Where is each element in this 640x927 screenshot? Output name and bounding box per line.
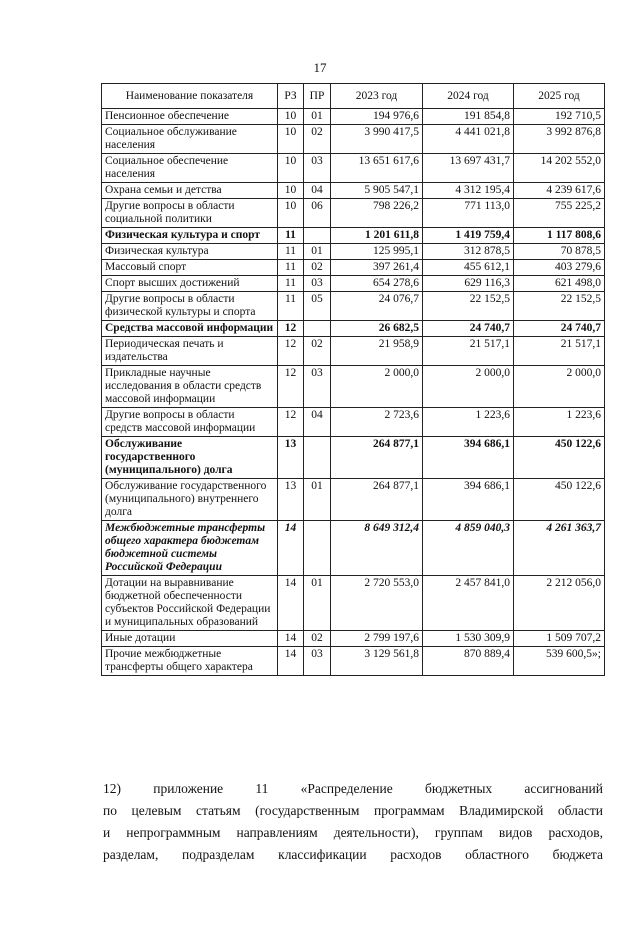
row-rz: 12 xyxy=(278,337,304,366)
row-pr: 06 xyxy=(304,199,331,228)
row-value-2024: 13 697 431,7 xyxy=(423,154,514,183)
row-value-2023: 654 278,6 xyxy=(331,276,423,292)
row-pr: 03 xyxy=(304,154,331,183)
row-name: Прикладные научные исследования в области средств массовой информации xyxy=(102,366,278,408)
row-pr: 04 xyxy=(304,183,331,199)
row-rz: 11 xyxy=(278,260,304,276)
row-rz: 14 xyxy=(278,647,304,676)
table-row xyxy=(102,479,605,521)
row-name: Дотации на выравнивание бюджетной обеспеченности субъектов Российской Федерации и муниципальных образований xyxy=(102,576,278,631)
row-value-2024: 2 457 841,0 xyxy=(423,576,514,631)
row-pr: 02 xyxy=(304,125,331,154)
row-rz: 11 xyxy=(278,228,304,244)
row-pr: 01 xyxy=(304,576,331,631)
row-rz: 12 xyxy=(278,408,304,437)
row-value-2023: 264 877,1 xyxy=(331,479,423,521)
row-value-2025: 755 225,2 xyxy=(514,199,605,228)
table-row xyxy=(102,199,605,228)
row-value-2024: 394 686,1 xyxy=(423,437,514,479)
row-rz: 12 xyxy=(278,321,304,337)
table-row xyxy=(102,183,605,199)
row-value-2025: 192 710,5 xyxy=(514,109,605,125)
row-value-2023: 24 076,7 xyxy=(331,292,423,321)
table-row xyxy=(102,228,605,244)
row-pr: 03 xyxy=(304,647,331,676)
row-value-2023: 5 905 547,1 xyxy=(331,183,423,199)
row-value-2024: 394 686,1 xyxy=(423,479,514,521)
row-name: Физическая культура и спорт xyxy=(102,228,278,244)
row-rz: 10 xyxy=(278,125,304,154)
row-rz: 10 xyxy=(278,154,304,183)
table-row xyxy=(102,437,605,479)
row-value-2025: 1 117 808,6 xyxy=(514,228,605,244)
header-2024: 2024 год xyxy=(423,84,514,109)
row-name: Физическая культура xyxy=(102,244,278,260)
body-paragraph xyxy=(103,778,603,866)
row-value-2023: 13 651 617,6 xyxy=(331,154,423,183)
row-value-2023: 8 649 312,4 xyxy=(331,521,423,576)
row-pr: 01 xyxy=(304,109,331,125)
row-rz: 13 xyxy=(278,479,304,521)
row-pr xyxy=(304,228,331,244)
row-pr: 01 xyxy=(304,479,331,521)
paragraph-line: по целевым статьям (государственным программам Владимирской области xyxy=(103,803,603,818)
table-row xyxy=(102,408,605,437)
row-rz: 10 xyxy=(278,183,304,199)
table-row xyxy=(102,647,605,676)
row-pr xyxy=(304,321,331,337)
row-name: Социальное обслуживание населения xyxy=(102,125,278,154)
row-name: Обслуживание государственного (муниципального) долга xyxy=(102,437,278,479)
row-value-2024: 22 152,5 xyxy=(423,292,514,321)
row-rz: 10 xyxy=(278,199,304,228)
table-row xyxy=(102,521,605,576)
row-value-2023: 194 976,6 xyxy=(331,109,423,125)
row-rz: 11 xyxy=(278,276,304,292)
row-name: Другие вопросы в области средств массовой информации xyxy=(102,408,278,437)
table-row xyxy=(102,337,605,366)
row-pr xyxy=(304,437,331,479)
row-value-2024: 1 223,6 xyxy=(423,408,514,437)
row-name: Межбюджетные трансферты общего характера бюджетам бюджетной системы Российской Федерации xyxy=(102,521,278,576)
table-row xyxy=(102,321,605,337)
row-value-2025: 4 239 617,6 xyxy=(514,183,605,199)
row-value-2025: 450 122,6 xyxy=(514,437,605,479)
table-row xyxy=(102,576,605,631)
row-name: Массовый спорт xyxy=(102,260,278,276)
header-rz: РЗ xyxy=(278,84,304,109)
row-value-2024: 870 889,4 xyxy=(423,647,514,676)
row-value-2025: 1 223,6 xyxy=(514,408,605,437)
row-rz: 13 xyxy=(278,437,304,479)
row-value-2025: 21 517,1 xyxy=(514,337,605,366)
row-value-2024: 4 441 021,8 xyxy=(423,125,514,154)
row-value-2024: 2 000,0 xyxy=(423,366,514,408)
row-pr xyxy=(304,521,331,576)
row-value-2025: 403 279,6 xyxy=(514,260,605,276)
budget-table xyxy=(101,83,605,676)
row-value-2024: 24 740,7 xyxy=(423,321,514,337)
row-rz: 11 xyxy=(278,244,304,260)
row-value-2024: 21 517,1 xyxy=(423,337,514,366)
row-pr: 05 xyxy=(304,292,331,321)
row-name: Другие вопросы в области социальной политики xyxy=(102,199,278,228)
row-name: Прочие межбюджетные трансферты общего характера xyxy=(102,647,278,676)
row-value-2023: 26 682,5 xyxy=(331,321,423,337)
row-value-2024: 455 612,1 xyxy=(423,260,514,276)
row-value-2024: 191 854,8 xyxy=(423,109,514,125)
row-pr: 04 xyxy=(304,408,331,437)
row-value-2025: 2 212 056,0 xyxy=(514,576,605,631)
row-value-2025: 450 122,6 xyxy=(514,479,605,521)
row-rz: 11 xyxy=(278,292,304,321)
row-name: Периодическая печать и издательства xyxy=(102,337,278,366)
row-value-2025: 2 000,0 xyxy=(514,366,605,408)
row-value-2025: 539 600,5»; xyxy=(514,647,605,676)
row-name: Спорт высших достижений xyxy=(102,276,278,292)
row-name: Обслуживание государственного (муниципального) внутреннего долга xyxy=(102,479,278,521)
row-rz: 14 xyxy=(278,631,304,647)
table-row xyxy=(102,125,605,154)
row-value-2023: 397 261,4 xyxy=(331,260,423,276)
table-row xyxy=(102,260,605,276)
row-name: Охрана семьи и детства xyxy=(102,183,278,199)
row-pr: 02 xyxy=(304,260,331,276)
paragraph-line: и непрограммным направлениям деятельности), группам видов расходов, xyxy=(103,825,603,840)
table-row xyxy=(102,244,605,260)
row-value-2025: 70 878,5 xyxy=(514,244,605,260)
header-2023: 2023 год xyxy=(331,84,423,109)
table-row xyxy=(102,109,605,125)
row-value-2023: 3 129 561,8 xyxy=(331,647,423,676)
row-name: Средства массовой информации xyxy=(102,321,278,337)
row-value-2025: 24 740,7 xyxy=(514,321,605,337)
row-name: Пенсионное обеспечение xyxy=(102,109,278,125)
row-value-2024: 771 113,0 xyxy=(423,199,514,228)
row-pr: 02 xyxy=(304,337,331,366)
row-value-2023: 264 877,1 xyxy=(331,437,423,479)
row-value-2024: 1 530 309,9 xyxy=(423,631,514,647)
header-2025: 2025 год xyxy=(514,84,605,109)
row-name: Иные дотации xyxy=(102,631,278,647)
row-value-2023: 798 226,2 xyxy=(331,199,423,228)
row-value-2025: 1 509 707,2 xyxy=(514,631,605,647)
row-value-2025: 3 992 876,8 xyxy=(514,125,605,154)
row-value-2023: 3 990 417,5 xyxy=(331,125,423,154)
row-value-2023: 2 723,6 xyxy=(331,408,423,437)
row-value-2023: 1 201 611,8 xyxy=(331,228,423,244)
row-value-2024: 312 878,5 xyxy=(423,244,514,260)
row-value-2024: 4 312 195,4 xyxy=(423,183,514,199)
row-pr: 01 xyxy=(304,244,331,260)
row-value-2025: 621 498,0 xyxy=(514,276,605,292)
row-name: Другие вопросы в области физической культуры и спорта xyxy=(102,292,278,321)
row-value-2023: 2 720 553,0 xyxy=(331,576,423,631)
paragraph-line: разделам, подразделам классификации расходов областного бюджета xyxy=(103,847,603,862)
table-row xyxy=(102,276,605,292)
row-value-2023: 2 000,0 xyxy=(331,366,423,408)
header-name: Наименование показателя xyxy=(102,84,278,109)
row-rz: 10 xyxy=(278,109,304,125)
table-row xyxy=(102,154,605,183)
row-value-2024: 629 116,3 xyxy=(423,276,514,292)
row-pr: 02 xyxy=(304,631,331,647)
row-pr: 03 xyxy=(304,366,331,408)
row-value-2023: 125 995,1 xyxy=(331,244,423,260)
row-value-2025: 22 152,5 xyxy=(514,292,605,321)
page-number: 17 xyxy=(313,60,327,75)
row-value-2024: 1 419 759,4 xyxy=(423,228,514,244)
row-rz: 14 xyxy=(278,576,304,631)
table-body xyxy=(102,109,605,676)
row-value-2025: 14 202 552,0 xyxy=(514,154,605,183)
paragraph-line: 12) приложение 11 «Распределение бюджетных ассигнований xyxy=(103,781,603,796)
row-name: Социальное обеспечение населения xyxy=(102,154,278,183)
table-header-row xyxy=(102,84,605,109)
row-pr: 03 xyxy=(304,276,331,292)
table-row xyxy=(102,292,605,321)
row-value-2025: 4 261 363,7 xyxy=(514,521,605,576)
row-rz: 14 xyxy=(278,521,304,576)
row-value-2023: 2 799 197,6 xyxy=(331,631,423,647)
row-rz: 12 xyxy=(278,366,304,408)
table-row xyxy=(102,366,605,408)
header-pr: ПР xyxy=(304,84,331,109)
row-value-2024: 4 859 040,3 xyxy=(423,521,514,576)
table-row xyxy=(102,631,605,647)
row-value-2023: 21 958,9 xyxy=(331,337,423,366)
